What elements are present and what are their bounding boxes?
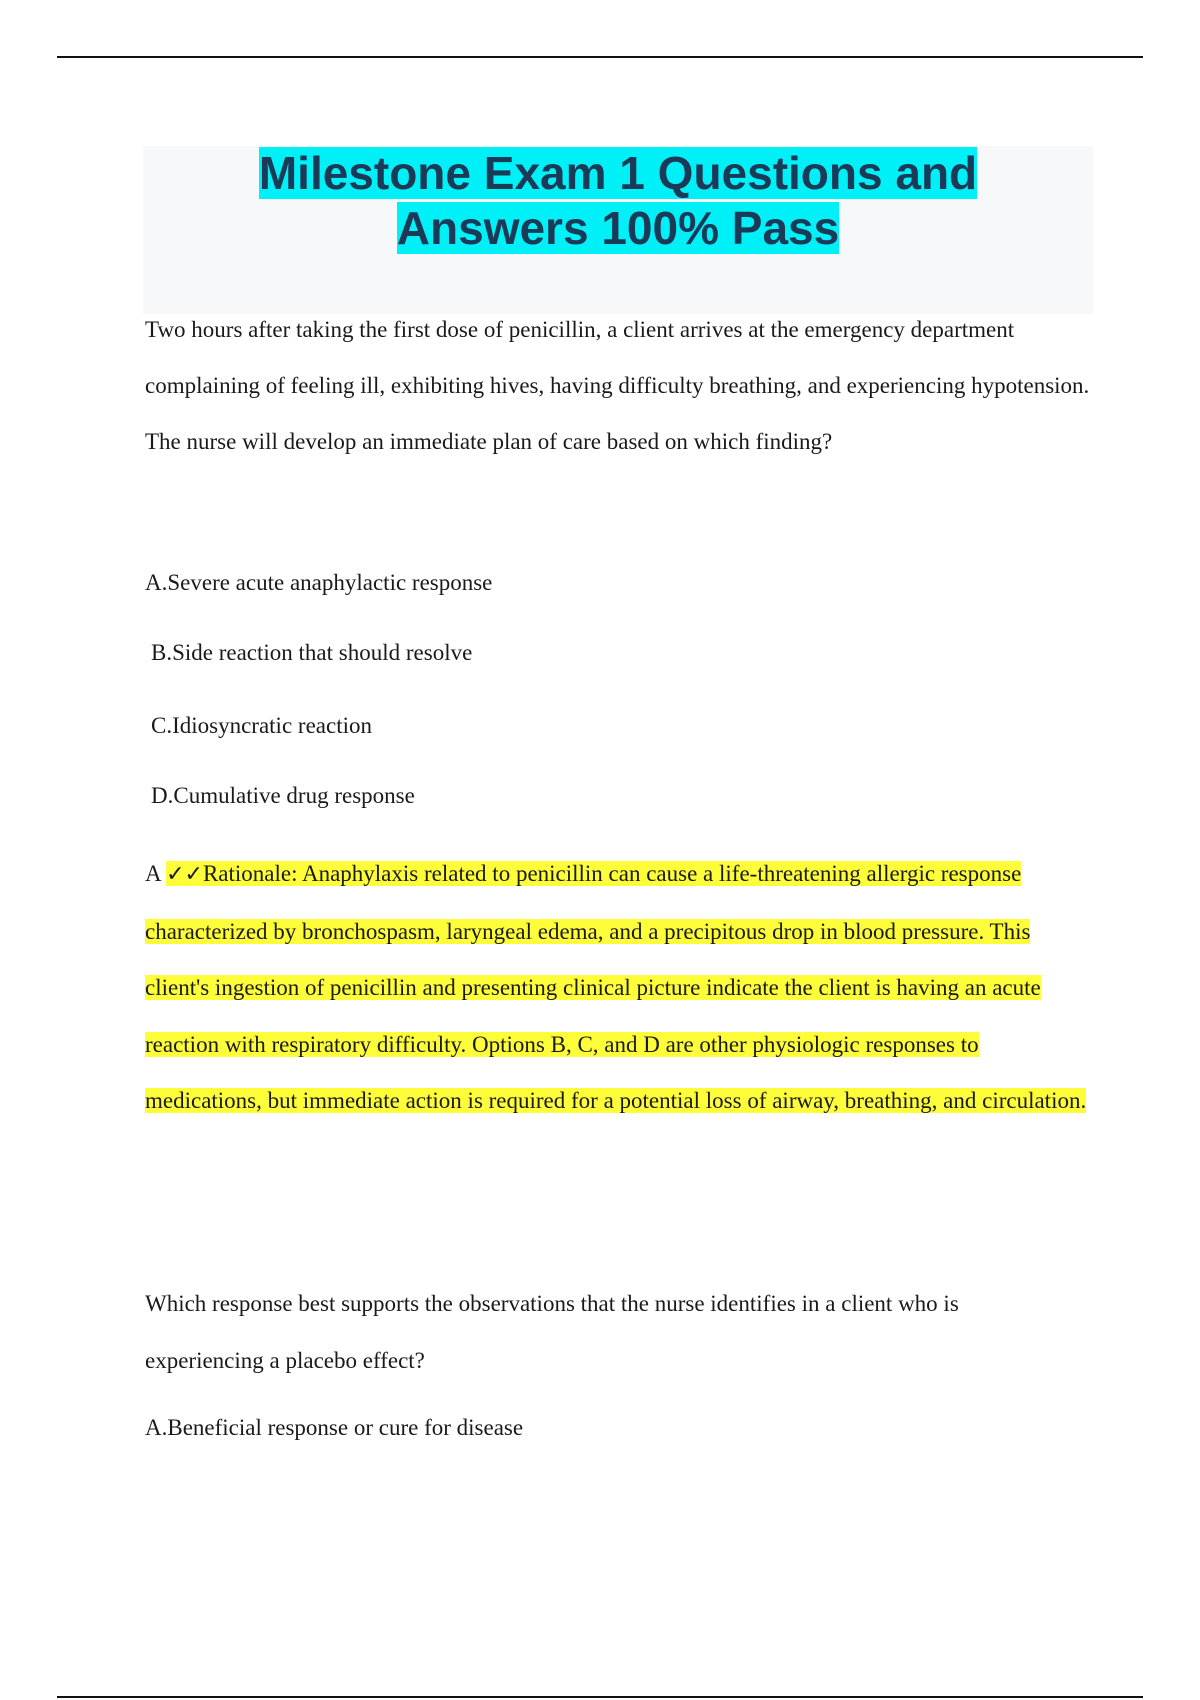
- answer-letter: A: [145, 861, 161, 886]
- check-marks-icon: ✓✓: [166, 862, 203, 887]
- top-rule: [57, 56, 1143, 58]
- question-1-option-c: C.Idiosyncratic reaction: [151, 713, 372, 738]
- question-2-text: Which response best supports the observations that the nurse identifies in a client who is experiencing a placebo effect?: [145, 1291, 959, 1373]
- page-title-heading: [238, 146, 998, 256]
- answer-highlight: [145, 861, 1086, 1113]
- question-1-answer: [145, 846, 1095, 1130]
- question-1-option-a: A.Severe acute anaphylactic response: [145, 570, 493, 595]
- question-1-option-d: D.Cumulative drug response: [151, 783, 415, 808]
- question-1-option-b: B.Side reaction that should resolve: [151, 640, 473, 665]
- bottom-rule: [57, 1696, 1143, 1698]
- answer-rationale: Rationale: Anaphylaxis related to penicillin can cause a life-threatening allergic response characterized by bronchospasm, laryngeal edema, and a precipitous drop in blood pressure. This client's ingestion of penicillin and presenting clinical picture indicate the client is having an acute reaction with respiratory difficulty. Options B, C, and D are other physiologic responses to medications, but immediate action is required for a potential loss of airway, breathing, and circulation.: [145, 861, 1087, 1113]
- question-2-option-a: A.Beneficial response or cure for disease: [145, 1415, 524, 1440]
- page-title: Milestone Exam 1 Questions and Answers 100% Pass: [258, 147, 978, 254]
- question-1-text: Two hours after taking the first dose of penicillin, a client arrives at the emergency department complaining of feeling ill, exhibiting hives, having difficulty breathing, and experiencing hypotension. The nurse will develop an immediate plan of care based on which finding?: [145, 317, 1090, 454]
- title-block: [143, 146, 1093, 314]
